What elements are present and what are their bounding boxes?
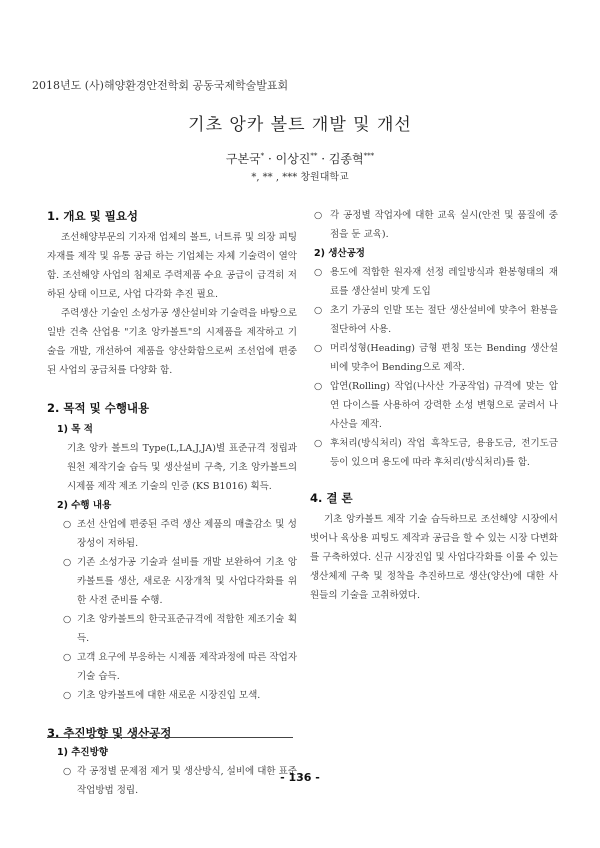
bullet-icon: ○ <box>63 557 72 568</box>
subsection-heading: 1) 목 적 <box>57 424 93 435</box>
bullet-icon: ○ <box>63 766 72 777</box>
list-item <box>310 206 558 244</box>
author-mark: ** <box>310 152 318 160</box>
paragraph: 주력생산 기술인 소성가공 생산설비와 기술력을 바탕으로 일반 건축 산업용 "기초 앙카볼트"의 시제품을 제작하고 기술을 개발, 개선하여 제품을 양산화함으로써 조선업에 편중된 사업의 공급처를 다양화 함. <box>47 308 297 376</box>
footnote-divider <box>47 737 293 738</box>
author-name: 이상진 <box>275 152 311 166</box>
author-list <box>0 150 600 167</box>
list-item-text: 후처리(방식처리) 작업 흑착도금, 용융도금, 전기도금 등이 있으며 용도에 따라 후처리(방식처리)를 함. <box>330 438 558 468</box>
list-item-text: 기초 앙카볼트의 한국표준규격에 적합한 제조기술 획득. <box>77 614 297 644</box>
author-separator: · <box>264 152 276 166</box>
list-item-text: 기존 소성가공 기술과 설비를 개발 보완하여 기초 앙카볼트를 생산, 새로운 시장개척 및 사업다각화를 위한 사전 준비를 수행. <box>77 557 297 606</box>
bullet-icon: ○ <box>63 519 72 530</box>
author-separator: · <box>317 152 329 166</box>
subsection-heading: 2) 생산공정 <box>314 248 365 259</box>
list-item-text: 조선 산업에 편중된 주력 생산 제품의 매출감소 및 성장성이 저하됨. <box>77 519 297 549</box>
bullet-icon: ○ <box>63 614 72 625</box>
list-item <box>310 377 558 434</box>
list-item <box>310 263 558 301</box>
list-item <box>47 648 297 686</box>
list-item-text: 고객 요구에 부응하는 시제품 제작과정에 따른 작업자 기술 습득. <box>77 652 298 682</box>
list-item-text: 각 공정별 작업자에 대한 교육 실시(안전 및 품질에 중점을 둔 교육). <box>330 210 558 240</box>
paragraph: 조선해양부문의 기자재 업체의 볼트, 너트류 및 의장 피팅 자재를 제작 및 유통 공급 하는 기업체는 자체 기술력이 열악함. 조선해양 사업의 침체로 주력제품 수요 공급이 급격히 저하된 상태 이므로, 사업 다각화 추진 필요. <box>47 232 297 300</box>
author-mark: * <box>260 152 265 160</box>
subsection-heading: 2) 수행 내용 <box>57 500 112 511</box>
section-heading: 4. 결 론 <box>310 491 353 505</box>
bullet-icon: ○ <box>314 210 323 221</box>
bullet-icon: ○ <box>314 381 323 392</box>
right-column <box>310 206 558 605</box>
affiliation: *, ** , *** 창원대학교 <box>251 172 349 183</box>
subsection-heading: 1) 추진방향 <box>57 747 108 758</box>
conference-header: 2018년도 (사)해양환경안전학회 공동국제학술발표회 <box>32 79 289 92</box>
list-item <box>47 553 297 610</box>
list-item <box>310 339 558 377</box>
left-column <box>47 206 297 800</box>
list-item <box>310 434 558 472</box>
list-item-text: 기초 앙카볼트에 대한 새로운 시장진입 모색. <box>77 690 261 701</box>
bullet-icon: ○ <box>314 305 323 316</box>
bullet-icon: ○ <box>314 343 323 354</box>
list-item <box>47 515 297 553</box>
paragraph: 기초 앙카볼트 제작 기술 습득하므로 조선해양 시장에서 벗어나 육상용 피팅도 제작과 공급을 할 수 있는 시장 다변화를 구축하였다. 신규 시장진입 및 사업다각화를 이룰 수 있는 생산체제 구축 및 정착을 추진하므로 생산(양산)에 대한 사원들의 기술을 고취하였다. <box>310 514 558 601</box>
bullet-icon: ○ <box>314 438 323 449</box>
author-name: 김종혁 <box>328 152 364 166</box>
list-item <box>47 610 297 648</box>
section-heading: 2. 목적 및 수행내용 <box>47 401 150 415</box>
list-item <box>47 686 297 705</box>
author-name: 구본국 <box>225 152 261 166</box>
paper-title: 기초 앙카 볼트 개발 및 개선 <box>188 115 412 135</box>
page-number: - 136 - <box>280 771 320 784</box>
paragraph: 기초 앙카 볼트의 Type(L,LA,J,JA)별 표준규격 정립과 원천 제작기술 습득 및 생산설비 구축, 기초 앙카볼트의 시제품 제작 제조 기술의 인증 (KS B1016) 획득. <box>67 443 297 492</box>
list-item <box>310 301 558 339</box>
list-item-text: 용도에 적합한 원자재 선정 레일방식과 환봉형태의 재료를 생산설비 맞게 도입 <box>330 267 558 297</box>
bullet-icon: ○ <box>63 652 72 663</box>
list-item-text: 초기 가공의 인발 또는 절단 생산설비에 맞추어 환봉을 절단하여 사용. <box>330 305 558 335</box>
author-mark: *** <box>363 152 375 160</box>
list-item-text: 머리성형(Heading) 금형 편칭 또는 Bending 생산설비에 맞추어 Bending으로 제작. <box>330 343 558 373</box>
list-item-text: 각 공정별 문제점 제거 및 생산방식, 설비에 대한 표준 작업방법 정립. <box>77 766 297 796</box>
bullet-icon: ○ <box>63 690 72 701</box>
section-heading: 3. 추진방향 및 생산공정 <box>47 726 172 740</box>
section-heading: 1. 개요 및 필요성 <box>47 209 139 223</box>
list-item-text: 압연(Rolling) 작업(나사산 가공작업) 규격에 맞는 압연 다이스를 사용하여 강력한 소성 변형으로 굴려서 나사산을 제작. <box>330 381 558 430</box>
bullet-icon: ○ <box>314 267 323 278</box>
